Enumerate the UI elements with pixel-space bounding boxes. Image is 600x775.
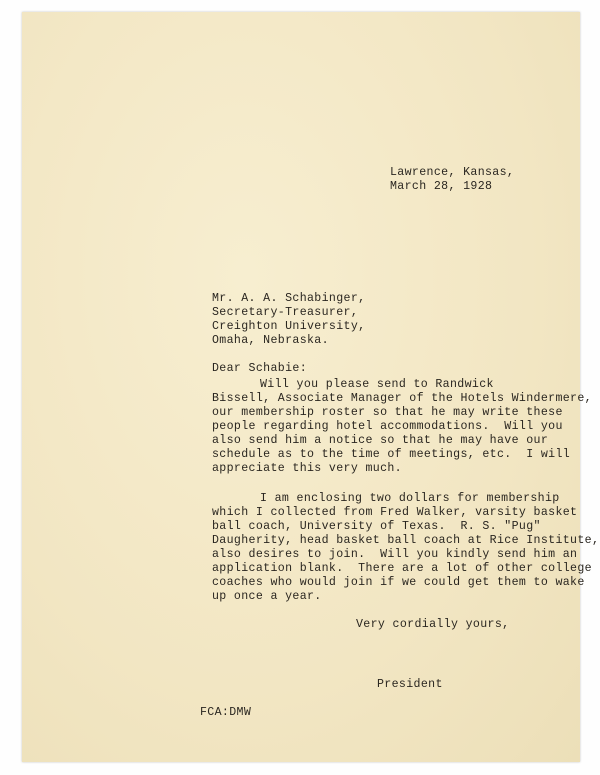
date-line: March 28, 1928 [390,180,493,193]
body-line: up once a year. [212,590,322,603]
body-line: schedule as to the time of meetings, etc. I will [212,448,571,461]
recipient-line: Mr. A. A. Schabinger, [212,292,366,305]
body-line: application blank. There are a lot of other college [212,562,592,575]
body-line: which I collected from Fred Walker, varsity basket [212,506,578,519]
signature-title: President [377,678,443,691]
body-line: Bissell, Associate Manager of the Hotels Windermere, [212,392,592,405]
salutation: Dear Schabie: [212,362,307,375]
place-line: Lawrence, Kansas, [390,166,515,179]
body-line: also desires to join. Will you kindly send him an [212,548,578,561]
body-line: our membership roster so that he may write these [212,406,563,419]
body-line: people regarding hotel accommodations. Will you [212,420,563,433]
typist-initials: FCA:DMW [200,706,252,719]
body-line: appreciate this very much. [212,462,402,475]
body-line: also send him a notice so that he may have our [212,434,549,447]
body-line: Daugherity, head basket ball coach at Rice Institute, [212,534,600,547]
body-line: I am enclosing two dollars for membership [260,492,560,505]
letter-page [22,12,600,762]
closing: Very cordially yours, [356,618,510,631]
recipient-line: Creighton University, [212,320,366,333]
body-line: ball coach, University of Texas. R. S. "Pug" [212,520,541,533]
body-line: coaches who would join if we could get them to wake [212,576,585,589]
recipient-line: Secretary-Treasurer, [212,306,359,319]
body-line: Will you please send to Randwick [260,378,494,391]
recipient-line: Omaha, Nebraska. [212,334,329,347]
